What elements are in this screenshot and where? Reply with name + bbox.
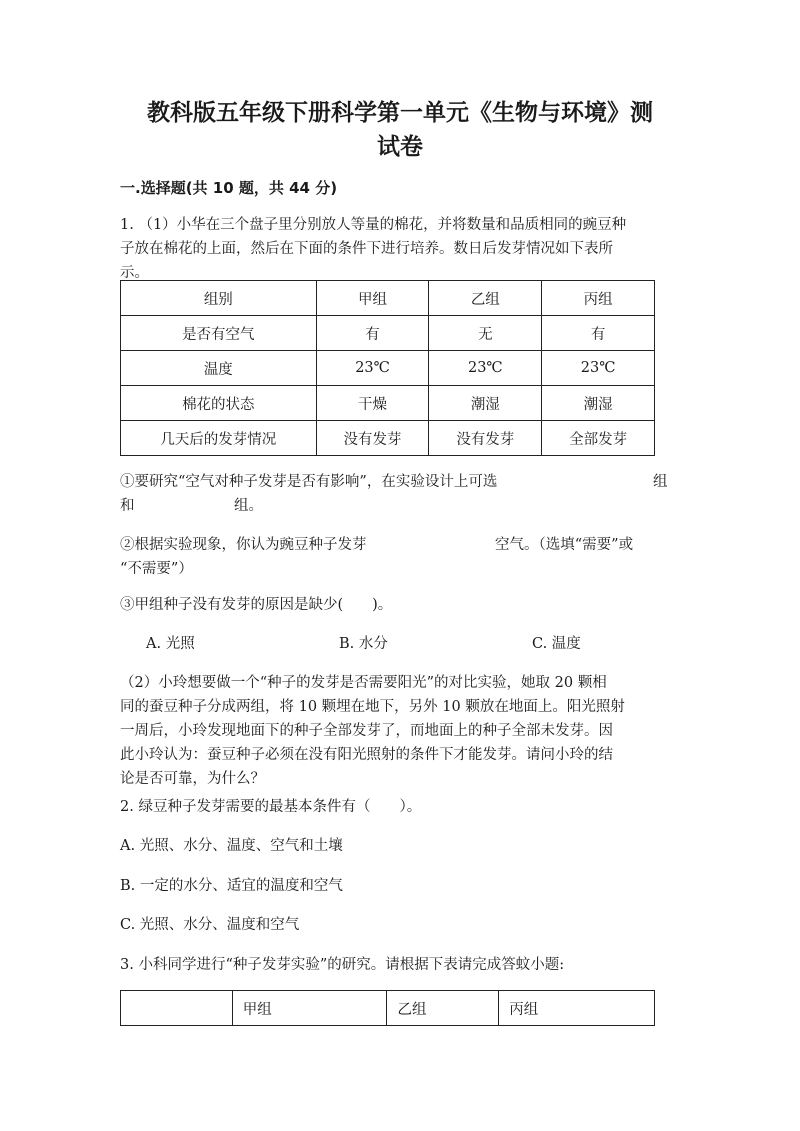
subquestion-2-end: “不需要”） <box>120 561 193 577</box>
question-2-option-c: C. 光照、水分、温度和空气 <box>120 917 300 933</box>
subquestion-1-text: ①要研究“空气对种子发芽是否有影响”，在实验设计上可选 <box>120 474 498 490</box>
table-row <box>121 421 655 456</box>
table-cell: 丙组 <box>499 991 655 1026</box>
question-3-table <box>120 990 655 1026</box>
table-cell: 甲组 <box>316 281 429 316</box>
question-1-part-2-line: （2）小玲想要做一个“种子的发芽是否需要阳光”的对比实验，她取 20 颗相 <box>120 675 607 691</box>
table-row <box>121 386 655 421</box>
question-1-intro-line: 示。 <box>120 265 149 281</box>
question-1-part-2-line: 此小玲认为：蚕豆种子必须在没有阳光照射的条件下才能发芽。请问小玲的结 <box>120 747 613 763</box>
section-heading: 一.选择题(共 10 题，共 44 分) <box>120 179 338 197</box>
table-cell: 丙组 <box>542 281 655 316</box>
question-1-part-2-line: 同的蚕豆种子分成两组，将 10 颗埋在地下，另外 10 颗放在地面上。阳光照射 <box>120 699 625 715</box>
table-cell: 棉花的状态 <box>121 386 317 421</box>
question-1-intro-line: 子放在棉花的上面，然后在下面的条件下进行培养。数日后发芽情况如下表所 <box>120 241 613 257</box>
table-header-row <box>121 991 655 1026</box>
table-cell: 潮湿 <box>429 386 542 421</box>
table-cell <box>121 991 233 1026</box>
question-1-part-2-line: 论是否可靠，为什么？ <box>120 771 265 787</box>
option-b: B. 水分 <box>339 636 388 652</box>
exam-title-line-1: 教科版五年级下册科学第一单元《生物与环境》测 <box>147 100 653 126</box>
table-cell: 有 <box>542 316 655 351</box>
table-cell: 干燥 <box>316 386 429 421</box>
question-2-stem: 2. 绿豆种子发芽需要的最基本条件有（ ）。 <box>120 799 422 815</box>
option-c: C. 温度 <box>532 636 581 652</box>
table-cell: 23℃ <box>316 351 429 386</box>
table-cell: 23℃ <box>429 351 542 386</box>
subquestion-1-blank-suffix: 组 <box>653 474 668 490</box>
question-1-part-2 <box>120 671 668 791</box>
exam-title-line-2: 试卷 <box>377 134 423 160</box>
table-cell: 全部发芽 <box>542 421 655 456</box>
question-2-option-b: B. 一定的水分、适宜的温度和空气 <box>120 878 343 894</box>
question-3-stem: 3. 小科同学进行“种子发芽实验”的研究。请根据下表请完成答蚊小题: <box>120 957 565 973</box>
table-cell: 组别 <box>121 281 317 316</box>
table-row <box>121 351 655 386</box>
table-cell: 有 <box>316 316 429 351</box>
table-cell: 23℃ <box>542 351 655 386</box>
subquestion-2-after-blank: 空气。（选填“需要”或 <box>495 537 634 553</box>
subquestion-1-end: 组。 <box>234 498 263 514</box>
question-1-table <box>120 280 655 456</box>
subquestion-1-connector: 和 <box>120 498 135 514</box>
question-1-part-2-line: 一周后，小玲发现地面下的种子全部发芽了，而地面上的种子全部未发芽。因 <box>120 723 613 739</box>
table-cell: 没有发芽 <box>316 421 429 456</box>
table-cell: 乙组 <box>429 281 542 316</box>
table-cell: 是否有空气 <box>121 316 317 351</box>
option-a: A. 光照 <box>146 636 195 652</box>
table-cell: 没有发芽 <box>429 421 542 456</box>
subquestion-3-text: ③甲组种子没有发芽的原因是缺少( )。 <box>120 597 393 613</box>
question-1-intro <box>120 213 668 285</box>
exam-title <box>120 96 680 164</box>
table-cell: 温度 <box>121 351 317 386</box>
question-2-option-a: A. 光照、水分、温度、空气和土壤 <box>120 838 343 854</box>
question-1-intro-line: 1. （1）小华在三个盘子里分别放人等量的棉花，并将数量和品质相同的豌豆种 <box>120 217 627 233</box>
table-cell: 潮湿 <box>542 386 655 421</box>
table-cell: 甲组 <box>232 991 387 1026</box>
table-cell: 乙组 <box>387 991 499 1026</box>
table-cell: 无 <box>429 316 542 351</box>
table-row <box>121 316 655 351</box>
table-header-row <box>121 281 655 316</box>
subquestion-2-text: ②根据实验现象，你认为豌豆种子发芽 <box>120 537 367 553</box>
table-cell: 几天后的发芽情况 <box>121 421 317 456</box>
